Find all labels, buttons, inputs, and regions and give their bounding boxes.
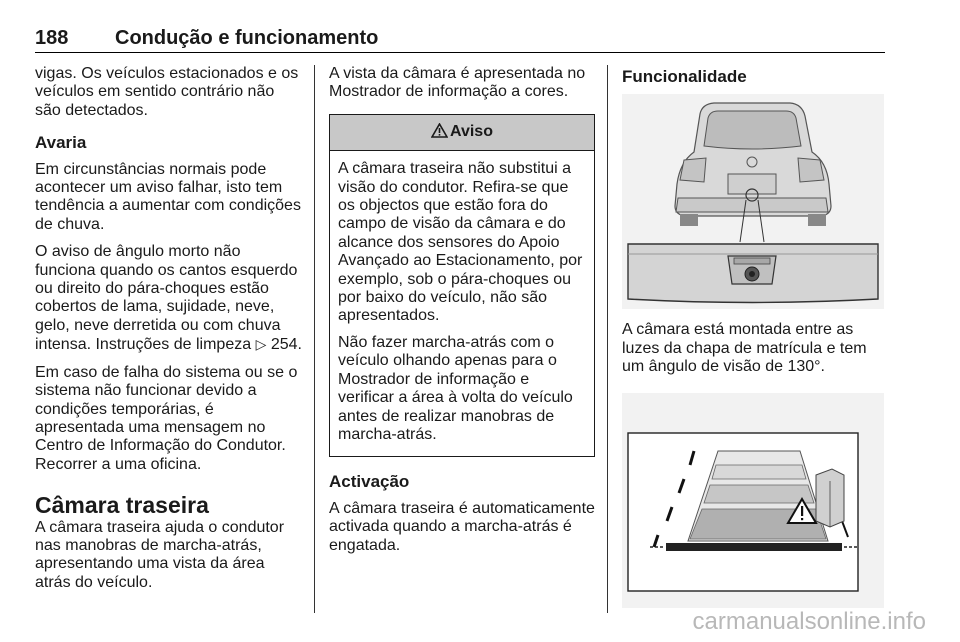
warning-title: Aviso [450, 122, 493, 140]
warning-triangle-icon [431, 123, 448, 138]
column-divider-2 [607, 65, 608, 613]
rear-camera-location-figure [622, 94, 884, 309]
warning-paragraph-2: Não fazer marcha-atrás com o veículo olhando apenas para o Mostrador de informação e verificar a área à volta do veículo antes de realizar manobras de marcha-atrás. [338, 333, 573, 443]
page-reference-arrow-icon: ▷ [255, 336, 267, 353]
warning-box [329, 114, 595, 458]
section-heading-avaria: Avaria [35, 133, 87, 153]
chapter-title: Condução e funcionamento [115, 27, 379, 49]
column-3 [622, 65, 890, 608]
warning-body [330, 151, 594, 456]
watermark: carmanualsonline.info [692, 608, 926, 635]
page-header [35, 24, 885, 53]
funcionalidade-paragraph: A câmara está montada entre as luzes da chapa de matrícula e tem um ângulo de visão de 130°. [622, 321, 867, 376]
column-divider-1 [314, 65, 315, 613]
avaria-paragraph-1: Em circunstâncias normais pode acontecer um aviso falhar, isto tem tendência a aumentar com condições de chuva. [35, 160, 301, 233]
camera-display-figure [622, 393, 884, 608]
section-heading-camara: Câmara traseira [35, 492, 209, 519]
avaria-paragraph-2 [35, 243, 303, 354]
warning-paragraph-1: A câmara traseira não substitui a visão do condutor. Refira-se que os objectos que estão fora do campo de visão da câmara e do alcance dos sensores do Apoio Avançado ao Estacionamento, por exemplo, sob o pára-choques ou por baixo do veículo, não são apresentados. [338, 160, 583, 325]
intro-paragraph: vigas. Os veículos estacionados e os veículos em sentido contrário não são detectados. [35, 65, 299, 119]
column-1 [35, 65, 303, 601]
page-reference-link[interactable]: 254. [270, 336, 302, 354]
activacao-paragraph: A câmara traseira é automaticamente activada quando a marcha-atrás é engatada. [329, 499, 595, 554]
avaria-paragraph-3: Em caso de falha do sistema ou se o sistema não funcionar devido a condições temporárias, é apresentada uma mensagem no Centro de Informação do Condutor. Recorrer a uma oficina. [35, 363, 298, 473]
camara-paragraph: A câmara traseira ajuda o condutor nas manobras de marcha-atrás, apresentando uma vista da área atrás do veículo. [35, 518, 285, 591]
column-2 [329, 65, 595, 564]
page-number: 188 [35, 27, 69, 49]
camera-view-paragraph: A vista da câmara é apresentada no Mostrador de informação a cores. [329, 65, 586, 101]
section-heading-funcionalidade: Funcionalidade [622, 67, 747, 86]
section-heading-activacao: Activação [329, 472, 410, 492]
warning-header [330, 115, 594, 151]
avaria-paragraph-2-text: O aviso de ângulo morto não funciona quando os cantos esquerdo ou direito do pára-choques estão cobertos de lama, sujidade, neve, gelo, neve derretida ou com chuva intensa. Instruções de limpeza [35, 243, 298, 354]
